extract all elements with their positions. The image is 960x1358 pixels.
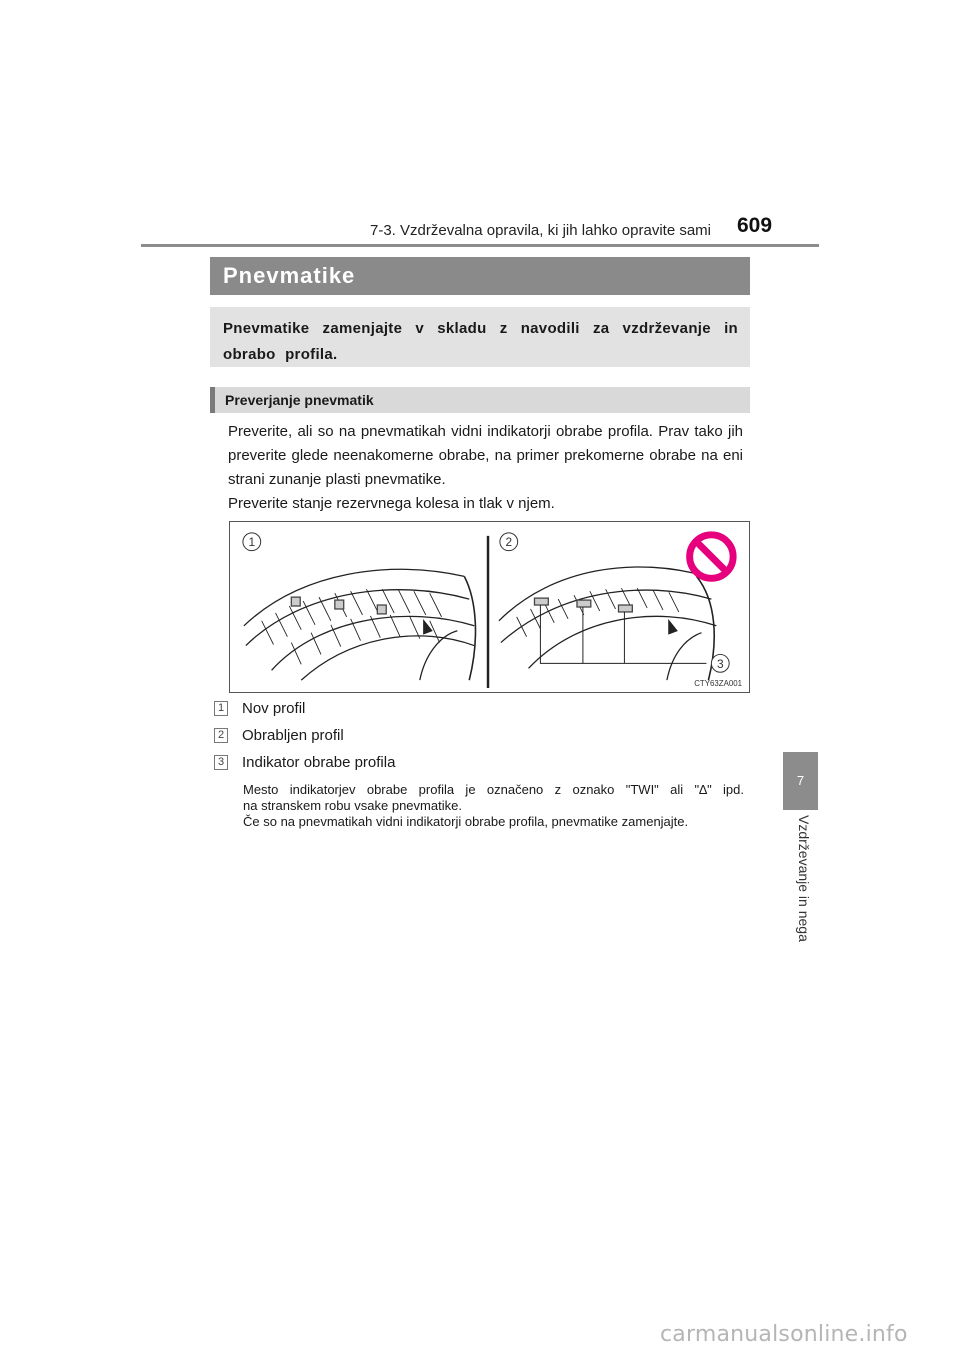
subsection-heading-bar [210,387,750,413]
callout-1-label: 1 [248,535,256,550]
watermark: carmanualsonline.info [660,1322,908,1347]
header-divider [141,244,819,247]
worn-tread-tire [499,567,716,680]
legend-number: 2 [214,728,228,743]
legend-number: 3 [214,755,228,770]
note-line-1: Mesto indikatorjev obrabe profila je označeno z oznako "TWI" ali "∆" ipd. [243,782,744,797]
legend-item [214,698,305,718]
legend-item [214,725,344,745]
note-text [243,782,744,830]
legend-label: Indikator obrabe profila [242,753,396,771]
callout-2-label: 2 [505,535,513,550]
callout-3-label: 3 [716,656,724,671]
figure-code: CTY63ZA001 [694,679,743,689]
legend-item [214,752,395,772]
legend-number: 1 [214,701,228,716]
callout-2 [500,533,518,551]
note-line-2: na stranskem robu vsake pnevmatike. [243,798,462,813]
intro-box [210,307,750,367]
callout-1 [243,533,261,551]
callout-3 [711,654,729,672]
legend-label: Nov profil [242,699,306,717]
running-header-title: 7-3. Vzdrževalna opravila, ki jih lahko opravite sami [370,222,711,239]
tire-illustration-svg [230,522,749,692]
prohibition-icon [690,535,733,578]
chapter-tab-label: Vzdrževanje in nega [796,815,812,942]
body-paragraph-1: Preverite, ali so na pnevmatikah vidni indikatorji obrabe profila. Prav tako jih preverite glede neenakomerne obrabe, na primer prekomerne obrabe na eni strani zunanje plasti pnevmatike. [228,423,743,488]
new-tread-tire [244,569,476,680]
body-text [228,420,743,516]
tire-illustration [229,521,750,693]
note-line-3: Če so na pnevmatikah vidni indikatorji obrabe profila, pnevmatike zamenjajte. [243,814,689,829]
body-paragraph-2: Preverite stanje rezervnega kolesa in tlak v njem. [228,495,555,512]
page-number: 609 [737,214,773,237]
subsection-title: Preverjanje pnevmatik [225,392,374,408]
chapter-tab: 7 [783,752,818,810]
legend-label: Obrabljen profil [242,726,344,744]
section-title: Pnevmatike [223,263,356,288]
section-heading-bar [210,257,750,295]
intro-text: Pnevmatike zamenjajte v skladu z navodili za vzdrževanje in obrabo profila. [223,320,738,363]
